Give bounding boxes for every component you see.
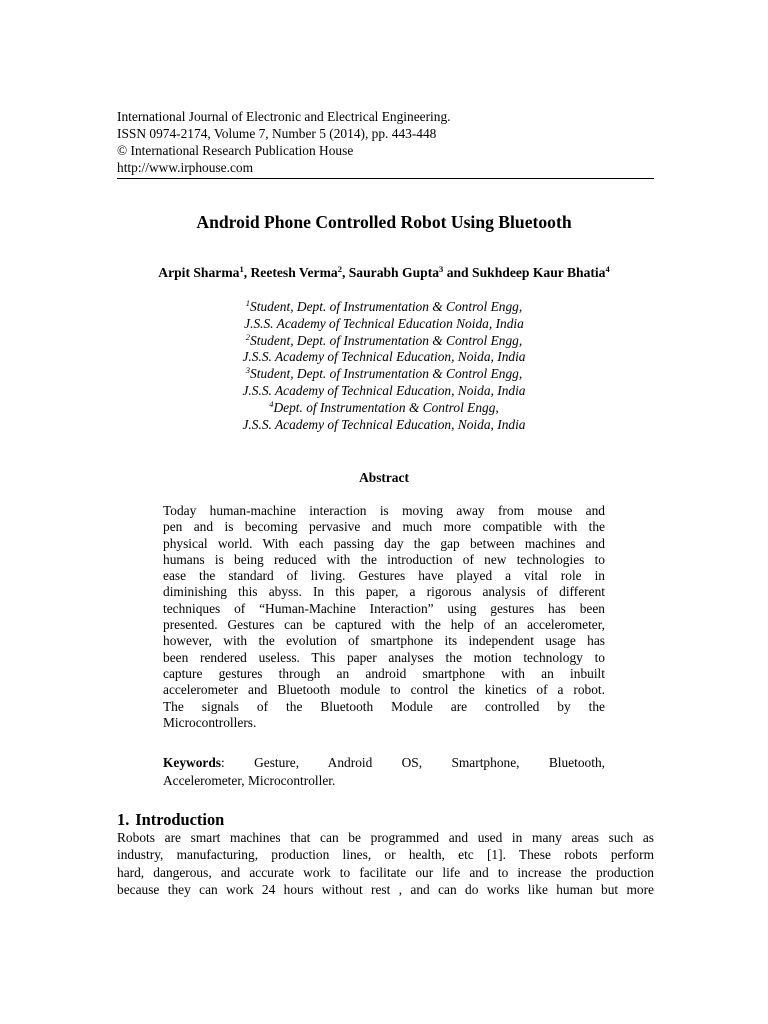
author-name: Saurabh Gupta [348,265,440,280]
author-name: Reetesh Verma [250,265,338,280]
introduction-body [117,829,654,898]
keywords-text: : Gesture, Android OS, Smartphone, Bluetooth, [221,755,605,770]
abstract-line: diminishing this abyss. In this paper, a rigorous analysis of different [163,584,605,600]
journal-url[interactable]: http://www.irphouse.com [117,160,253,175]
body-line: hard, dangerous, and accurate work to facilitate our life and to increase the production [117,864,654,880]
affiliation-dept [0,333,768,350]
journal-issn: ISSN 0974-2174, Volume 7, Number 5 (2014), pp. 443-448 [117,126,437,141]
affiliation-institute: J.S.S. Academy of Technical Education Noida, India [244,315,524,331]
abstract-line: accelerometer and Bluetooth module to control the kinetics of a robot. [163,682,605,698]
author-separator: and [443,265,473,280]
journal-header [117,108,657,176]
abstract-body [163,503,605,731]
keywords-label: Keywords [163,755,222,770]
abstract-line: physical world. With each passing day the gap between machines and [163,535,605,551]
abstract-line: pen and is becoming pervasive and much more compatible with the [163,519,605,535]
affiliation-sup: 4 [269,398,274,409]
affiliation-institute: J.S.S. Academy of Technical Education, Noida, India [242,416,526,432]
affiliation-sup: 2 [245,331,251,342]
author-sup: 4 [605,264,610,274]
affiliation-dept-text: Student, Dept. of Instrumentation & Control Engg, [250,299,523,314]
affiliation-dept [0,400,768,417]
abstract-line: Microcontrollers. [163,714,257,730]
affiliation-dept [0,366,768,383]
affiliation-dept-text: Student, Dept. of Instrumentation & Control Engg, [250,366,523,382]
author-name: Arpit Sharma [158,265,240,280]
abstract-line: humans is being reduced with the introduction of new technologies to [163,551,605,567]
affiliation-dept-text: Dept. of Instrumentation & Control Engg, [273,399,499,415]
affiliation-institute: J.S.S. Academy of Technical Education, Noida, India [242,349,526,365]
abstract-line: techniques of “Human-Machine Interaction” using gestures has been [163,600,605,616]
abstract-line: Today human-machine interaction is moving away from mouse and [163,503,605,518]
affiliation-sup: 1 [245,298,251,308]
body-line: Robots are smart machines that can be programmed and used in many areas such as [117,830,654,845]
section-heading [117,810,230,830]
journal-publisher: © International Research Publication House [117,143,354,158]
abstract-line: ease the standard of living. Gestures have played a vital role in [163,568,605,584]
paper-title: Android Phone Controlled Robot Using Bluetooth [196,212,572,232]
body-line: because they can work 24 hours without rest , and can do works like human but more [117,881,654,897]
abstract-line: The signals of the Bluetooth Module are controlled by the [163,698,605,714]
abstract-line: been rendered useless. This paper analyses the motion technology to [163,649,605,665]
abstract-heading: Abstract [359,470,409,485]
abstract-line: presented. Gestures can be captured with the help of an accelerometer, [163,617,605,633]
author-name: Sukhdeep Kaur Bhatia [472,265,606,280]
author-sup: 2 [337,264,342,274]
author-separator: , [243,265,251,280]
author-sup: 3 [439,264,444,274]
affiliations [0,299,768,433]
author-sup: 1 [239,264,244,274]
header-divider [117,178,654,179]
keywords [163,754,605,789]
author-list [0,264,768,282]
affiliation-institute: J.S.S. Academy of Technical Education, Noida, India [242,382,526,398]
keywords-line [163,754,605,772]
affiliation-sup: 3 [245,365,251,376]
body-line: industry, manufacturing, production lines, or health, etc [1]. These robots perform [117,847,654,863]
affiliation-dept [0,299,768,316]
abstract-line: capture gestures through an android smartphone with an inbuilt [163,665,605,681]
keywords-line: Accelerometer, Microcontroller. [163,772,336,788]
section-number: 1. [117,810,130,829]
author-separator: , [341,265,349,280]
affiliation-dept-text: Student, Dept. of Instrumentation & Control Engg, [250,332,523,348]
abstract-line: however, with the evolution of smartphone its independent usage has [163,633,605,649]
journal-name: International Journal of Electronic and Electrical Engineering. [117,109,451,124]
section-title: Introduction [135,810,225,829]
